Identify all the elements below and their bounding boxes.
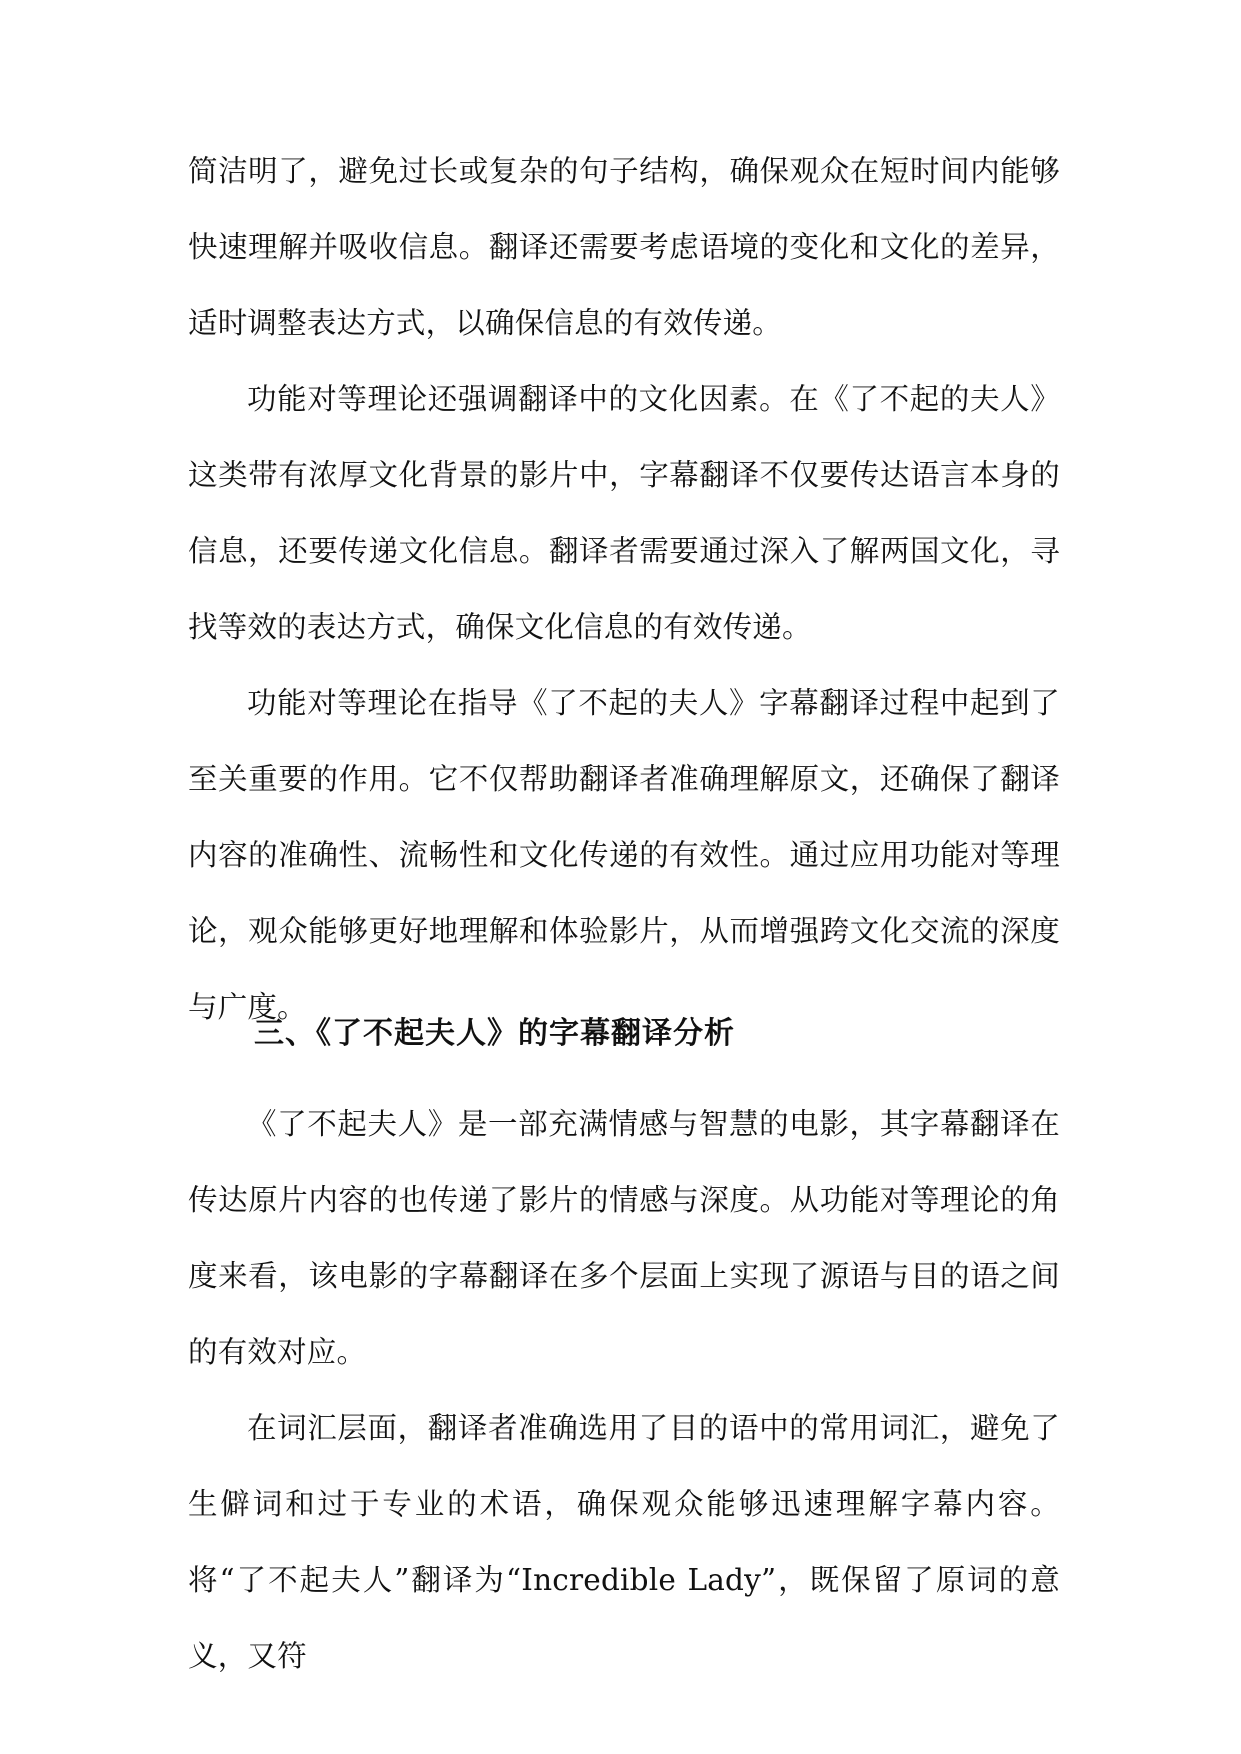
body-paragraph-5: 在词汇层面，翻译者准确选用了目的语中的常用词汇，避免了生僻词和过于专业的术语，确保观众能够迅速理解字幕内容。将“了不起夫人”翻译为“Incredible Lady”，既保留了原词的意义，又符 [188,1411,1060,1673]
section-heading: 三、《了不起夫人》的字幕翻译分析 [254,1016,735,1051]
body-paragraph-1: 简洁明了，避免过长或复杂的句子结构，确保观众在短时间内能够快速理解并吸收信息。翻译还需要考虑语境的变化和文化的差异，适时调整表达方式，以确保信息的有效传递。 [188,154,1060,340]
body-paragraph-2: 功能对等理论还强调翻译中的文化因素。在《了不起的夫人》这类带有浓厚文化背景的影片中，字幕翻译不仅要传达语言本身的信息，还要传递文化信息。翻译者需要通过深入了解两国文化，寻找等效的表达方式，确保文化信息的有效传递。 [188,382,1060,644]
body-paragraph-3: 功能对等理论在指导《了不起的夫人》字幕翻译过程中起到了至关重要的作用。它不仅帮助翻译者准确理解原文，还确保了翻译内容的准确性、流畅性和文化传递的有效性。通过应用功能对等理论，观众能够更好地理解和体验影片，从而增强跨文化交流的深度与广度。 [188,686,1060,1024]
body-paragraph-4: 《了不起夫人》是一部充满情感与智慧的电影，其字幕翻译在传达原片内容的也传递了影片的情感与深度。从功能对等理论的角度来看，该电影的字幕翻译在多个层面上实现了源语与目的语之间的有效对应。 [188,1107,1060,1369]
